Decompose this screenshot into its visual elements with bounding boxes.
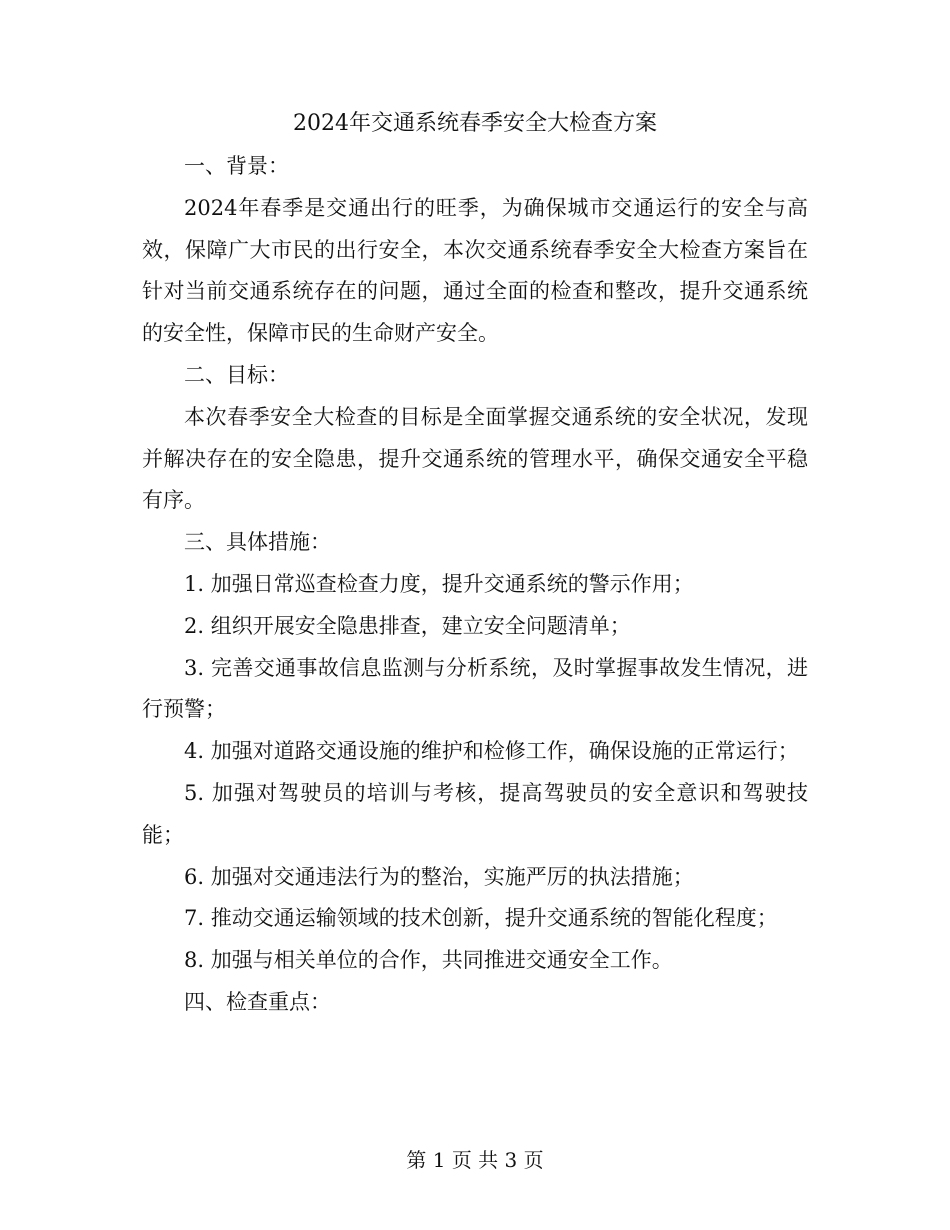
document-body	[142, 146, 808, 1024]
measure-item-6: 6. 加强对交通违法行为的整治，实施严厉的执法措施；	[184, 864, 694, 889]
paragraph-background: 2024年春季是交通出行的旺季，为确保城市交通运行的安全与高效，保障广大市民的出行安全，本次交通系统春季安全大检查方案旨在针对当前交通系统存在的问题，通过全面的检查和整改，提升交通系统的安全性，保障市民的生命财产安全。	[142, 195, 808, 346]
section-heading-inspection-focus: 四、检查重点：	[184, 989, 331, 1014]
measure-item-4: 4. 加强对道路交通设施的维护和检修工作，确保设施的正常运行；	[184, 739, 799, 764]
section-heading-background: 一、背景：	[184, 154, 289, 178]
page-number-footer: 第 1 页 共 3 页	[406, 1148, 544, 1172]
paragraph-goals: 本次春季安全大检查的目标是全面掌握交通系统的安全状况，发现并解决存在的安全隐患，提升交通系统的管理水平，确保交通安全平稳有序。	[142, 404, 808, 513]
section-heading-goals: 二、目标：	[184, 362, 289, 387]
measure-item-3: 3. 完善交通事故信息监测与分析系统，及时掌握事故发生情况，进行预警；	[142, 655, 808, 722]
document-title: 2024年交通系统春季安全大检查方案	[293, 111, 657, 136]
measure-item-1: 1. 加强日常巡查检查力度，提升交通系统的警示作用；	[184, 571, 694, 596]
measure-item-7: 7. 推动交通运输领域的技术创新，提升交通系统的智能化程度；	[184, 906, 778, 931]
section-heading-measures: 三、具体措施：	[184, 530, 331, 555]
measure-item-8: 8. 加强与相关单位的合作，共同推进交通安全工作。	[184, 948, 673, 973]
measure-item-5: 5. 加强对驾驶员的培训与考核，提高驾驶员的安全意识和驾驶技能；	[142, 780, 808, 847]
measure-item-2: 2. 组织开展安全隐患排查，建立安全问题清单；	[184, 613, 631, 638]
